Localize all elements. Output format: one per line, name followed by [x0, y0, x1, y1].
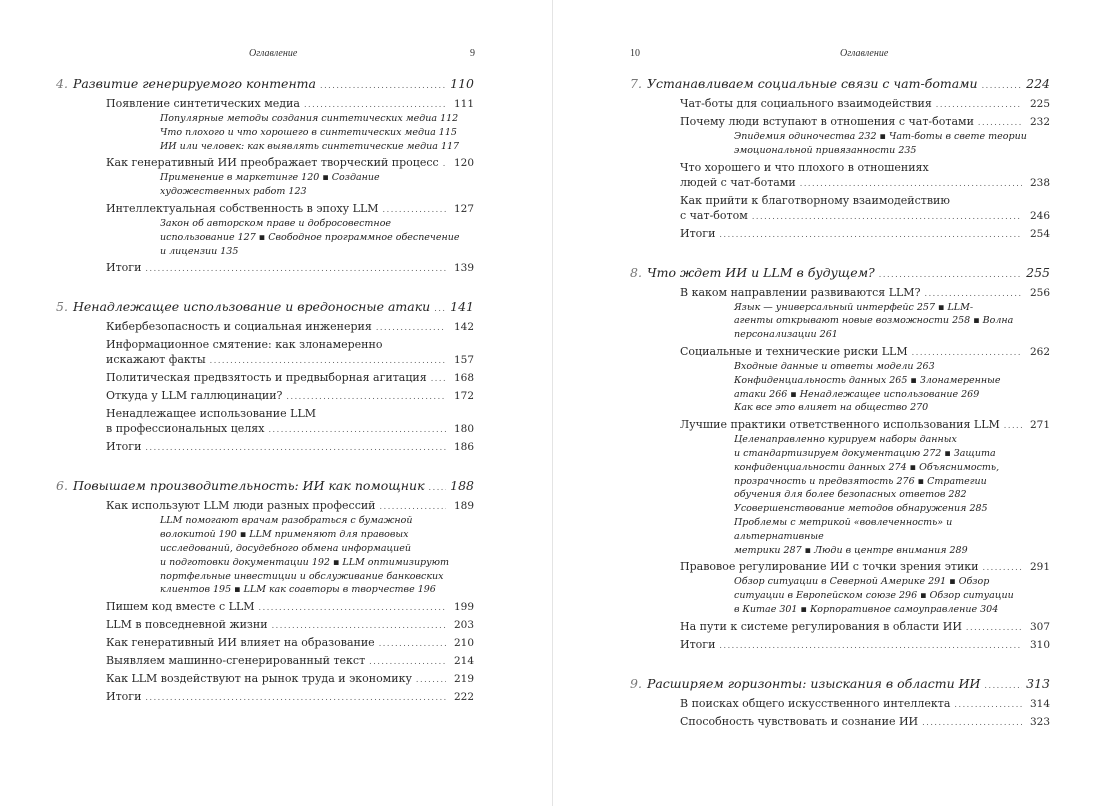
toc-section [106, 498, 474, 597]
toc-section [680, 193, 1050, 224]
subsection-line: в Китае 301 ▪ Корпоративное самоуправление 304 [734, 603, 999, 615]
section-heading[interactable] [106, 388, 474, 404]
toc-section [680, 160, 1050, 191]
section-title: В поисках общего искусственного интеллекта [680, 696, 951, 710]
subsection-list [734, 301, 1050, 342]
section-page: 291 [1029, 561, 1050, 574]
section-heading[interactable] [106, 370, 474, 386]
section-heading[interactable] [106, 96, 474, 112]
section-heading[interactable] [680, 226, 1050, 242]
section-title: Итоги [106, 690, 142, 704]
subsection-line: Целенаправленно курируем наборы данных [734, 434, 957, 446]
chapter-number: 7. [630, 76, 642, 91]
section-heading[interactable] [680, 417, 1050, 433]
section-heading[interactable] [680, 559, 1050, 575]
section-title: Чат-боты для социального взаимодействия [680, 97, 932, 110]
chapter-page: 313 [1026, 675, 1050, 691]
subsection-list [734, 433, 1050, 557]
section-page: 254 [1029, 227, 1050, 240]
dot-leader [984, 677, 1022, 694]
section-page: 168 [453, 372, 474, 385]
subsection-line: и подготовки документации 192 ▪ LLM оптимизируют [160, 556, 450, 568]
section-title: Почему люди вступают в отношения с чат-ботами [680, 115, 974, 128]
section-title-line: Что хорошего и что плохого в отношениях [680, 160, 929, 174]
toc-section [106, 155, 474, 199]
chapter-page: 141 [450, 299, 474, 315]
subsection-line: художественных работ 123 [160, 186, 307, 198]
chapter-page: 188 [450, 478, 474, 494]
subsection-line: персонализации 261 [734, 329, 838, 341]
dot-leader [936, 97, 1022, 112]
dot-leader [879, 266, 1022, 283]
subsection-line: конфиденциальности данных 274 ▪ Объяснимость, [734, 461, 1000, 473]
section-page: 323 [1029, 715, 1050, 728]
toc-section [106, 370, 474, 386]
section-title-line: Как прийти к благотворному взаимодействию [680, 193, 950, 207]
section-title: LLM в повседневной жизни [106, 618, 268, 632]
subsection-list [734, 130, 1050, 158]
section-title: людей с чат-ботами [680, 175, 796, 189]
toc-chapter [56, 298, 474, 455]
dot-leader [719, 638, 1022, 653]
chapter-heading[interactable] [56, 477, 474, 496]
section-title: Политическая предвзятость и предвыборная агитация [106, 371, 427, 385]
section-title: Итоги [106, 440, 142, 454]
section-page: 189 [453, 500, 474, 513]
chapter-number: 4. [56, 76, 68, 91]
running-head: Оглавление [840, 48, 889, 59]
section-heading[interactable] [106, 671, 474, 687]
dot-leader [978, 115, 1022, 130]
dot-leader [145, 261, 446, 276]
subsection-line: Как все это влияет на общество 270 [734, 402, 929, 414]
toc-section [106, 406, 474, 437]
section-page: 214 [453, 655, 474, 668]
toc-section [680, 637, 1050, 653]
toc-section [106, 653, 474, 669]
subsection-line: Язык — универсальный интерфейс 257 ▪ LLM- [734, 301, 974, 313]
subsection-line: метрики 287 ▪ Люди в центре внимания 289 [734, 544, 968, 556]
section-title: Как генеративный ИИ преображает творческий процесс [106, 156, 439, 170]
section-page: 225 [1029, 98, 1050, 110]
dot-leader [1004, 418, 1022, 433]
section-heading[interactable] [106, 599, 474, 615]
section-page: 142 [453, 321, 474, 334]
section-page: 238 [1029, 176, 1050, 189]
section-heading[interactable] [680, 114, 1050, 130]
dot-leader [268, 422, 446, 437]
dot-leader [286, 389, 446, 404]
toc-chapter [56, 477, 474, 705]
dot-leader [719, 227, 1022, 242]
dot-leader [416, 672, 446, 687]
section-title: Лучшие практики ответственного использования LLM [680, 418, 1000, 432]
section-heading[interactable] [106, 653, 474, 669]
subsection-line: Что плохого и что хорошего в синтетических медиа 115 [160, 126, 457, 138]
section-heading[interactable] [680, 175, 1050, 191]
dot-leader [304, 97, 446, 112]
dot-leader [320, 77, 446, 94]
dot-leader [982, 77, 1023, 94]
toc-section [106, 617, 474, 633]
section-heading[interactable] [680, 696, 1050, 712]
section-title: Итоги [680, 226, 716, 240]
section-title: Как генеративный ИИ влияет на образование [106, 636, 375, 650]
chapter-heading[interactable] [56, 298, 474, 317]
dot-leader [145, 440, 446, 455]
section-page: 246 [1029, 209, 1050, 222]
chapter-number: 6. [56, 478, 68, 494]
left-page [0, 0, 552, 806]
section-title: В каком направлении развиваются LLM? [680, 285, 921, 299]
toc-section [680, 696, 1050, 712]
subsection-line: исследований, досудебного обмена информацией [160, 542, 412, 554]
dot-leader [259, 600, 446, 615]
chapter-title: Что ждет ИИ и LLM в будущем? [646, 264, 875, 280]
section-page: 219 [453, 673, 474, 686]
dot-leader [954, 697, 1022, 712]
toc-chapter [56, 75, 474, 276]
section-title: Пишем код вместе с LLM [106, 600, 255, 614]
section-heading[interactable] [106, 352, 474, 368]
page-number: 9 [470, 48, 475, 59]
dot-leader [380, 499, 446, 514]
dot-leader [443, 156, 446, 171]
section-page: 172 [453, 390, 474, 403]
section-page: 120 [453, 157, 474, 170]
toc [56, 72, 474, 727]
section-page: 157 [453, 354, 474, 367]
section-page: 232 [1029, 116, 1050, 128]
subsection-line: Популярные методы создания синтетических медиа 112 [160, 113, 459, 124]
section-heading[interactable] [106, 319, 474, 335]
dot-leader [982, 560, 1022, 575]
section-heading[interactable] [680, 96, 1050, 112]
section-page: 139 [453, 262, 474, 275]
section-page: 307 [1029, 620, 1050, 633]
section-title: Правовое регулирование ИИ с точки зрения этики [680, 560, 979, 574]
dot-leader [800, 176, 1022, 191]
section-page: 256 [1029, 286, 1050, 299]
subsection-list [160, 112, 474, 153]
subsection-line: прозрачность и предвзятость 276 ▪ Стратегии [734, 475, 987, 487]
chapter-title: Повышаем производительность: ИИ как помощник [72, 478, 425, 494]
dot-leader [376, 320, 446, 335]
right-page [553, 0, 1107, 806]
chapter-number: 9. [630, 675, 642, 691]
toc-section [106, 96, 474, 153]
section-title: Выявляем машинно-сгенерированный текст [106, 654, 366, 668]
chapter-title: Расширяем горизонты: изыскания в области ИИ [646, 675, 981, 691]
toc-section [680, 619, 1050, 635]
chapter-title: Развитие генерируемого контента [72, 76, 316, 91]
section-heading[interactable] [106, 617, 474, 633]
toc-section [106, 671, 474, 687]
dot-leader [434, 300, 446, 317]
section-heading[interactable] [106, 498, 474, 514]
section-page: 262 [1029, 345, 1050, 358]
page-number: 10 [630, 48, 640, 59]
subsection-list [734, 360, 1050, 415]
section-title: с чат-ботом [680, 208, 748, 222]
toc-section [680, 417, 1050, 557]
section-title: Кибербезопасность и социальная инженерия [106, 320, 372, 334]
dot-leader [924, 286, 1022, 301]
running-head: Оглавление [249, 48, 298, 59]
section-title: Способность чувствовать и сознание ИИ [680, 714, 919, 728]
section-page: 127 [453, 202, 474, 215]
section-page: 210 [453, 637, 474, 650]
chapter-page: 224 [1026, 76, 1050, 91]
chapter-number: 5. [56, 299, 68, 315]
dot-leader [369, 654, 446, 669]
section-page: 310 [1029, 638, 1050, 651]
section-title: искажают факты [106, 353, 206, 367]
section-heading[interactable] [106, 201, 474, 217]
section-page: 203 [453, 619, 474, 632]
subsection-line: Эпидемия одиночества 232 ▪ Чат-боты в свете теории [734, 131, 1027, 142]
dot-leader [145, 690, 446, 705]
section-title-line: Ненадлежащее использование LLM [106, 407, 317, 421]
chapter-number: 8. [630, 264, 642, 280]
section-heading[interactable] [680, 619, 1050, 635]
section-title: Интеллектуальная собственность в эпоху LLM [106, 201, 379, 215]
subsection-line: LLM помогают врачам разобраться с бумажной [160, 515, 413, 527]
section-page: 111 [453, 98, 474, 110]
toc-section [680, 114, 1050, 158]
section-heading[interactable] [106, 635, 474, 651]
section-page: 314 [1029, 697, 1050, 710]
section-heading[interactable] [680, 714, 1050, 730]
subsection-list [160, 514, 474, 597]
toc-section [106, 599, 474, 615]
subsection-line: клиентов 195 ▪ LLM как соавторы в творчестве 196 [160, 584, 436, 596]
section-heading[interactable] [106, 260, 474, 276]
section-heading[interactable] [680, 344, 1050, 360]
section-title: Как используют LLM люди разных профессий [106, 499, 376, 513]
dot-leader [429, 479, 447, 496]
subsection-line: Входные данные и ответы модели 263 [734, 360, 935, 372]
chapter-heading[interactable] [630, 675, 1050, 694]
chapter-heading[interactable] [630, 264, 1050, 283]
toc-section [106, 388, 474, 404]
toc-section [106, 439, 474, 455]
section-heading[interactable] [680, 285, 1050, 301]
toc-section [680, 559, 1050, 616]
section-heading[interactable] [680, 208, 1050, 224]
toc-section [106, 635, 474, 651]
subsection-list [734, 575, 1050, 616]
section-title: в профессиональных целях [106, 422, 265, 436]
section-title: Социальные и технические риски LLM [680, 344, 908, 358]
section-title: Итоги [106, 261, 142, 275]
section-page: 222 [453, 691, 474, 704]
subsection-line: волокитой 190 ▪ LLM применяют для правовых [160, 529, 409, 541]
chapter-title: Устанавливаем социальные связи с чат-ботами [646, 76, 978, 91]
toc-chapter [630, 675, 1050, 730]
chapter-heading[interactable] [56, 75, 474, 94]
subsection-line: обучения для более безопасных ответов 282 [734, 489, 967, 501]
section-title: Откуда у LLM галлюцинации? [106, 389, 283, 403]
subsection-line: Применение в маркетинге 120 ▪ Создание [160, 172, 380, 184]
section-title: Как LLM воздействуют на рынок труда и экономику [106, 672, 412, 686]
section-heading[interactable] [106, 155, 474, 171]
toc-section [680, 714, 1050, 730]
toc-section [680, 285, 1050, 342]
toc-chapter [630, 75, 1050, 242]
dot-leader [210, 353, 446, 368]
section-title: Итоги [680, 637, 716, 651]
subsection-line: ИИ или человек: как выявлять синтетические медиа 117 [160, 140, 460, 152]
toc-section [106, 319, 474, 335]
toc-section [106, 260, 474, 276]
section-title: На пути к системе регулирования в области ИИ [680, 619, 962, 633]
dot-leader [383, 202, 446, 217]
subsection-line: атаки 266 ▪ Ненадлежащее использование 269 [734, 388, 980, 400]
subsection-list [160, 217, 474, 258]
toc-section [680, 226, 1050, 242]
subsection-line: Проблемы с метрикой «вовлеченность» и альтернативные [734, 516, 953, 542]
dot-leader [752, 209, 1022, 224]
subsection-line: Усовершенствование методов обнаружения 285 [734, 503, 988, 515]
subsection-line: портфельные инвестиции и обслуживание банковских [160, 570, 444, 582]
subsection-line: Конфиденциальность данных 265 ▪ Злонамеренные [734, 374, 1001, 386]
toc-section [106, 337, 474, 368]
dot-leader [912, 345, 1022, 360]
section-page: 271 [1029, 419, 1050, 432]
subsection-list [160, 171, 474, 199]
chapter-page: 255 [1026, 264, 1050, 280]
toc-chapter [630, 264, 1050, 653]
subsection-line: и лицензии 135 [160, 245, 239, 257]
section-page: 186 [453, 441, 474, 454]
subsection-line: использование 127 ▪ Свободное программное обеспечение [160, 231, 460, 243]
section-page: 199 [453, 601, 474, 614]
section-heading[interactable] [106, 421, 474, 437]
subsection-line: Закон об авторском праве и добросовестное [160, 217, 392, 229]
subsection-line: агенты открывают новые возможности 258 ▪ Волна [734, 315, 1014, 327]
section-page: 180 [453, 423, 474, 436]
subsection-line: эмоциональной привязанности 235 [734, 144, 917, 156]
toc-section [680, 96, 1050, 112]
section-title: Появление синтетических медиа [106, 97, 300, 110]
subsection-line: Обзор ситуации в Северной Америке 291 ▪ Обзор [734, 576, 990, 588]
section-heading[interactable] [680, 637, 1050, 653]
chapter-heading[interactable] [630, 75, 1050, 94]
dot-leader [272, 618, 446, 633]
subsection-line: ситуации в Европейском союзе 296 ▪ Обзор ситуации [734, 590, 1014, 602]
section-title-line: Информационное смятение: как злонамеренно [106, 338, 383, 352]
section-heading[interactable] [106, 689, 474, 705]
toc-section [106, 689, 474, 705]
subsection-line: и стандартизируем документацию 272 ▪ Защита [734, 447, 996, 459]
chapter-page: 110 [450, 76, 474, 91]
dot-leader [379, 636, 446, 651]
section-heading[interactable] [106, 439, 474, 455]
dot-leader [966, 620, 1022, 635]
dot-leader [431, 371, 446, 386]
chapter-title: Ненадлежащее использование и вредоносные атаки [72, 299, 431, 315]
toc-section [106, 201, 474, 258]
toc-section [680, 344, 1050, 415]
toc [630, 72, 1050, 752]
dot-leader [922, 715, 1022, 730]
